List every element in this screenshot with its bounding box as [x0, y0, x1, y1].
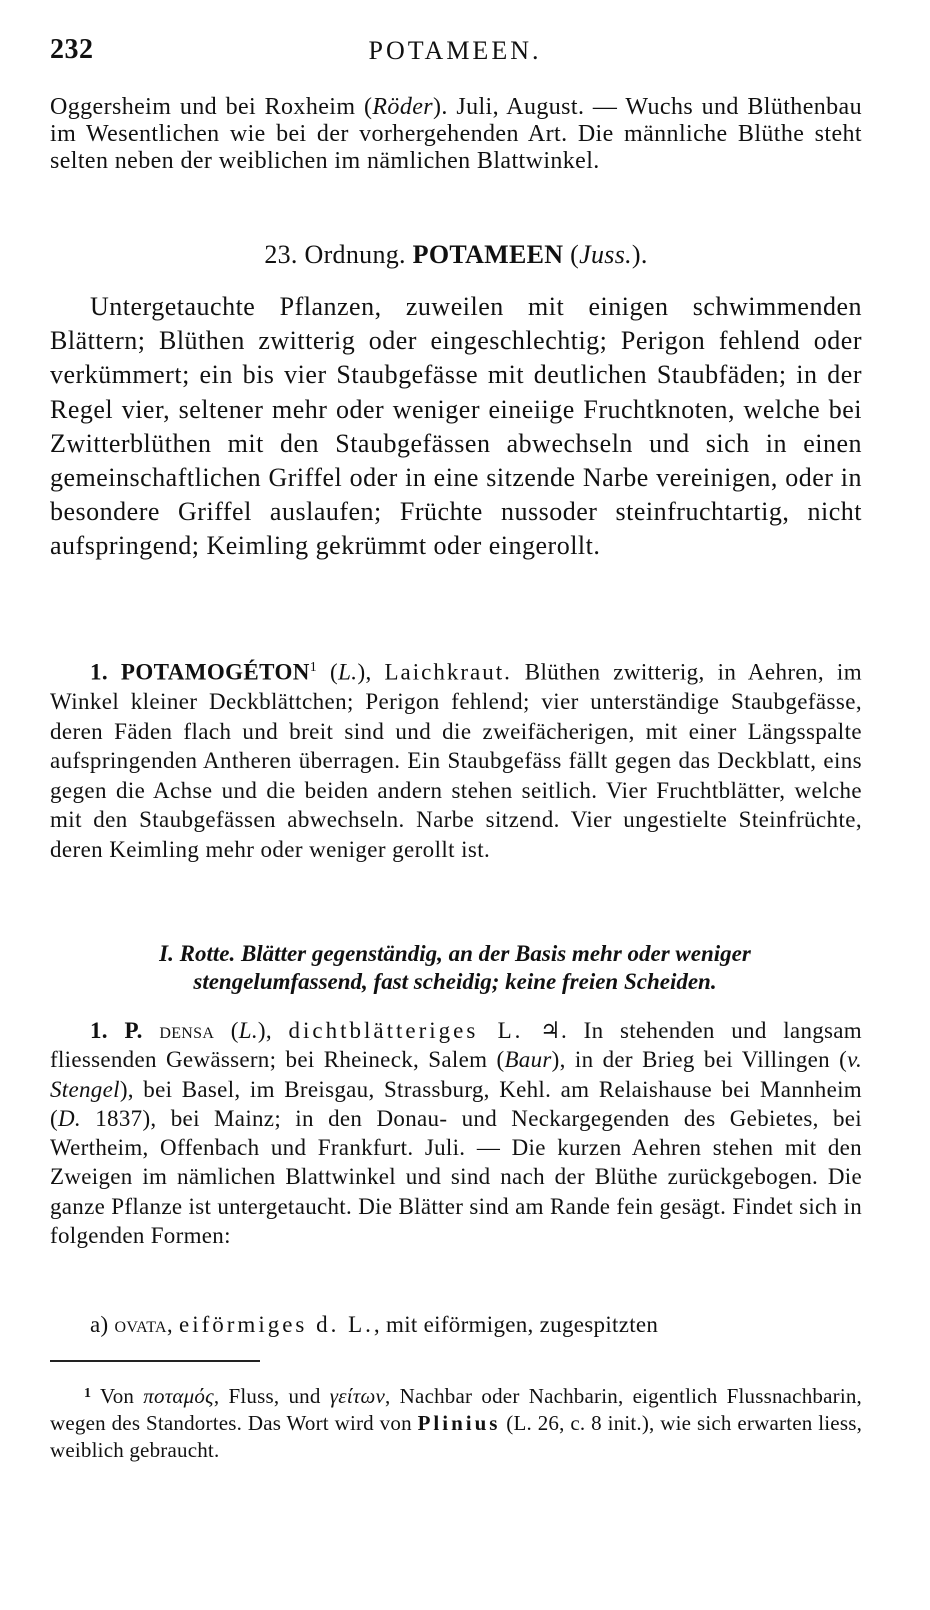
- perennial-symbol: ♃.: [540, 1018, 568, 1043]
- rotte-heading: [70, 940, 840, 996]
- species-ref-1: Baur: [504, 1047, 552, 1073]
- intro-text-1: Oggersheim und bei Roxheim (: [50, 94, 373, 120]
- form-a-common-name: eiförmiges d. L.: [179, 1312, 374, 1337]
- genus-footnote-mark: 1: [309, 660, 318, 675]
- genus-number: 1.: [90, 659, 109, 685]
- order-number: 23. Ordnung.: [264, 240, 406, 269]
- genus-name: POTAMOGÉTON: [120, 659, 310, 685]
- rotte-line-1: I. Rotte. Blätter gegenständig, an der Basis mehr oder weniger: [159, 941, 751, 966]
- form-a-name: ovata: [114, 1312, 167, 1337]
- intro-paragraph: [50, 94, 862, 175]
- genus-authority: L.: [338, 659, 358, 685]
- page-header: [50, 34, 860, 74]
- species-ref-3: D.: [57, 1105, 81, 1131]
- form-a-text: , mit eiförmigen, zugespitzten: [373, 1312, 659, 1337]
- intro-author: Röder: [372, 94, 434, 120]
- form-a-label: a): [90, 1312, 109, 1337]
- footnote-greek-1: ποταμός: [143, 1384, 214, 1408]
- footnote-text-4: (L. 26, c. 8 init.), wie sich erwarten liess, weiblich gebraucht.: [50, 1411, 863, 1462]
- genus-paragraph: 1. POTAMOGÉTON$^1$ (L.), Laichkraut. Blüthen zwitterig, in Aehren, im Winkel kleiner Deckblättchen; Perigon fehlend; vier unterständige Staubgefässe, deren Fäden flach und breit sind und die zweifächerigen, mit einer Längsspalte aufspringenden Antheren überragen. Ein Staubgefäss fällt gegen das Deckblatt, eins gegen die Achse und die beiden andern stehen seitlich. Vier Fruchtblätter, welche mit den Staubgefässen abwechseln. Narbe sitzend. Vier ungestielte Steinfrüchte, deren Keimling mehr oder weniger gerollt ist.: [50, 659, 863, 862]
- page-number: 232: [50, 34, 94, 65]
- genus-text: Blüthen zwitterig, in Aehren, im Winkel kleiner Deckblättchen; Perigon fehlend; vier unterständige Staubgefässe, deren Fäden flach und breit sind und die zweifächerigen, mit einer Längsspalte aufspringenden Antheren überragen. Ein Staubgefäss fällt gegen das Deckblatt, eins gegen die Achse und die beiden andern stehen seitlich. Vier Fruchtblätter, welche mit den Staubgefässen abwechseln. Narbe sitzend. Vier ungestielte Steinfrüchte, deren Keimling mehr oder weniger gerollt ist.: [50, 659, 863, 862]
- intro-text-2: ). Juli, August. — Wuchs und Blüthenbau im Wesentlichen wie bei der vorhergehenden Art. Die männliche Blüthe steht selten neben der weiblichen im nämlichen Blattwinkel.: [50, 94, 862, 174]
- species-text-4: 1837), bei Mainz; in den Donau- und Neckargegenden des Gebietes, bei Wertheim, Offenbach und Frankfurt. Juli. — Die kurzen Aehren stehen mit den Zweigen im nämlichen Blattwinkel und sind nach der Blüthe zurückgebogen. Die ganze Pflanze ist untergetaucht. Die Blätter sind am Rande fein gesägt. Findet sich in folgenden Formen:: [50, 1105, 862, 1249]
- footnote-text-3: , Nachbar oder Nachbarin, eigentlich Flussnachbarin, wegen des Standortes. Das Wort wird von: [50, 1384, 862, 1435]
- species-text-3: ), bei Basel, im Breisgau, Strassburg, Kehl. am Relaishause bei Mannheim (: [50, 1076, 862, 1131]
- genus-common-name: Laichkraut.: [384, 659, 512, 685]
- rotte-line-2: stengelumfassend, fast scheidig; keine freien Scheiden.: [193, 969, 717, 994]
- running-title: POTAMEEN.: [368, 36, 542, 65]
- footnote-rule: [50, 1360, 260, 1362]
- order-description-text: Untergetauchte Pflanzen, zuweilen mit einigen schwimmenden Blättern; Blüthen zwitterig oder eingeschlechtig; Perigon fehlend oder verkümmert; ein bis vier Staubgefässe mit deutlichen Staubfäden; in der Regel vier, seltener mehr oder weniger eineiige Fruchtknoten, welche bei Zwitterblüthen mit den Staubgefässen abwechseln und sich in einen gemeinschaftlichen Griffel oder in eine sitzende Narbe vereinigen, oder in besondere Griffel auslaufen; Früchte nussoder steinfruchtartig, nicht aufspringend; Keimling gekrümmt oder eingerollt.: [50, 292, 862, 561]
- footnote-mark: 1: [84, 1386, 92, 1401]
- order-name: POTAMEEN: [412, 240, 564, 269]
- species-authority: L.: [238, 1018, 258, 1043]
- footnote-text-1: Von: [100, 1384, 135, 1408]
- form-a-paragraph: a) ovata, eiförmiges d. L., mit eiförmigen, zugespitzten: [90, 1312, 659, 1337]
- species-paragraph: 1. P. densa (L.), dichtblätteriges L. ♃. In stehenden und langsam fliessenden Gewässern; bei Rheineck, Salem (Baur), in der Brieg bei Villingen (v. Stengel), bei Basel, im Breisgau, Strassburg, Kehl. am Relaishause bei Mannheim (D. 1837), bei Mainz; in den Donau- und Neckargegenden des Gebietes, bei Wertheim, Offenbach und Frankfurt. Juli. — Die kurzen Aehren stehen mit den Zweigen im nämlichen Blattwinkel und sind nach der Blüthe zurückgebogen. Die ganze Pflanze ist untergetaucht. Die Blätter sind am Rande fein gesägt. Findet sich in folgenden Formen:: [50, 1018, 862, 1249]
- footnote-greek-2: γείτων: [329, 1384, 386, 1408]
- footnote-author: Plinius: [417, 1411, 501, 1435]
- order-description: [50, 290, 862, 564]
- species-name: densa: [159, 1018, 215, 1043]
- species-text-1: In stehenden und langsam fliessenden Gewässern; bei Rheineck, Salem (: [50, 1018, 862, 1073]
- species-common-name: dichtblätteriges L.: [288, 1018, 524, 1043]
- order-heading: 23. Ordnung. POTAMEEN (Juss.).: [264, 240, 648, 269]
- species-text-2: ), in der Brieg bei Villingen (: [551, 1047, 848, 1073]
- species-number: 1. P.: [90, 1018, 143, 1043]
- footnote-text-2: , Fluss, und: [213, 1384, 321, 1408]
- species-ref-2: v. Stengel: [50, 1047, 862, 1102]
- order-authority: Juss.: [579, 240, 632, 269]
- footnote: [50, 1380, 862, 1464]
